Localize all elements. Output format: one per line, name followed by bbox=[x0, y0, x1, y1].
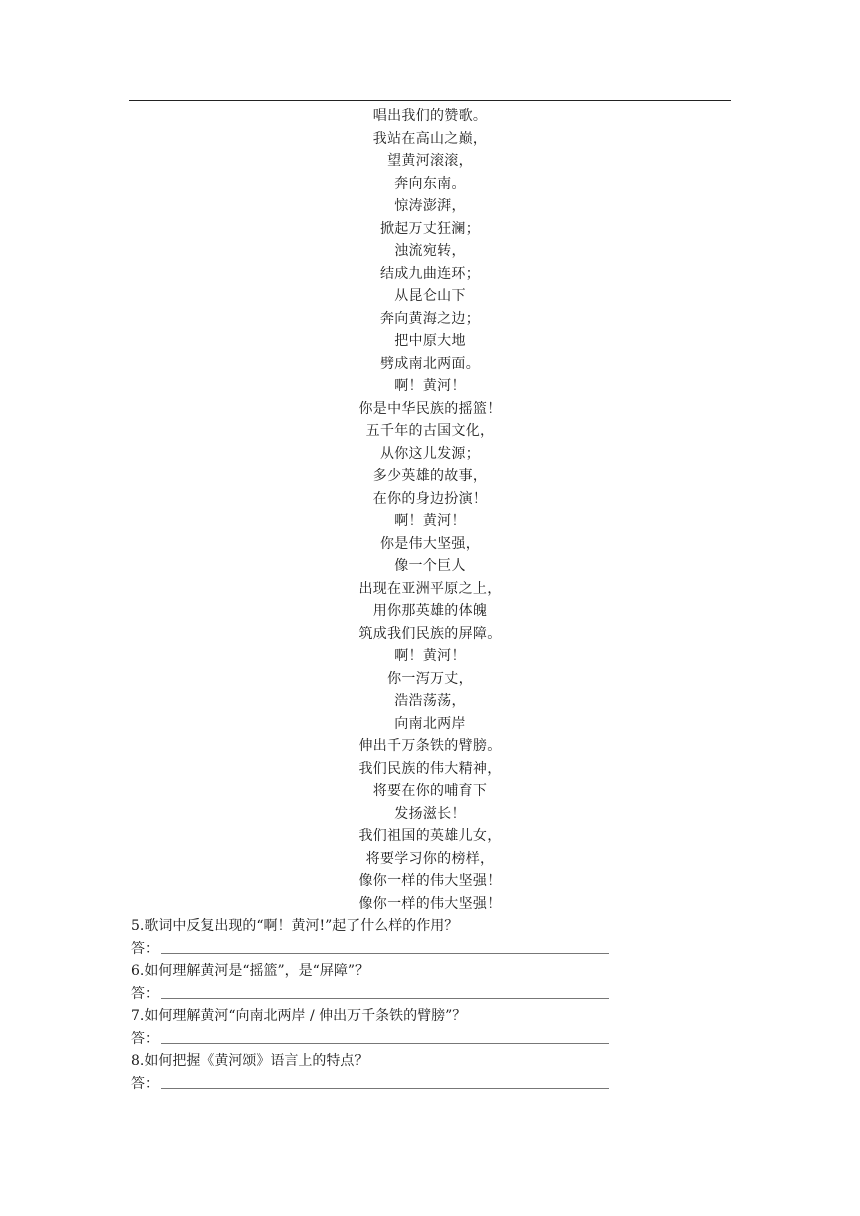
poem-line: 像你一样的伟大坚强！ bbox=[358, 873, 502, 889]
answer-blank-line[interactable] bbox=[161, 998, 609, 999]
question-section bbox=[131, 915, 691, 1095]
poem-line: 唱出我们的赞歌。 bbox=[372, 108, 488, 124]
poem-line: 将要学习你的榜样， bbox=[365, 850, 495, 867]
answer-row bbox=[131, 983, 691, 1006]
answer-label: 答： bbox=[131, 985, 159, 1002]
answer-row bbox=[131, 1028, 691, 1051]
poem-line: 啊！黄河！ bbox=[394, 378, 466, 394]
answer-label: 答： bbox=[131, 1075, 159, 1092]
poem-line: 浩浩荡荡， bbox=[394, 693, 466, 709]
poem-line: 将要在你的哺育下 bbox=[372, 783, 488, 799]
answer-blank-line[interactable] bbox=[161, 1043, 609, 1044]
poem-line: 五千年的古国文化， bbox=[365, 423, 495, 439]
poem-line: 啊！黄河！ bbox=[394, 648, 466, 664]
poem-line: 发扬滋长！ bbox=[394, 805, 466, 822]
poem-line: 望黄河滚滚， bbox=[387, 153, 473, 169]
poem-line: 结成九曲连环； bbox=[379, 265, 481, 282]
poem-line: 啊！黄河！ bbox=[394, 513, 466, 529]
answer-label: 答： bbox=[131, 1030, 159, 1047]
poem-line: 像你一样的伟大坚强！ bbox=[358, 895, 502, 912]
poem-line: 从你这儿发源； bbox=[379, 445, 481, 462]
poem-line: 用你那英雄的体魄 bbox=[372, 603, 488, 619]
question-text: 6.如何理解黄河是“摇篮”，是“屏障”？ bbox=[131, 963, 369, 979]
poem-line: 奔向黄海之边； bbox=[379, 310, 481, 327]
poem-line: 像一个巨人 bbox=[394, 558, 466, 574]
poem-line: 把中原大地 bbox=[394, 333, 466, 349]
poem-line: 伸出千万条铁的臂膀。 bbox=[358, 738, 502, 754]
poem-line: 我们祖国的英雄儿女， bbox=[358, 828, 502, 844]
poem-line: 筑成我们民族的屏障。 bbox=[358, 625, 502, 642]
answer-row bbox=[131, 1073, 691, 1096]
poem-line: 你是中华民族的摇篮！ bbox=[358, 400, 502, 417]
answer-blank-line[interactable] bbox=[161, 953, 609, 954]
poem-line: 浊流宛转， bbox=[394, 243, 466, 259]
poem-text bbox=[129, 105, 731, 915]
poem-line: 向南北两岸 bbox=[394, 715, 466, 732]
question-text: 5.歌词中反复出现的“啊！黄河!”起了什么样的作用？ bbox=[131, 918, 459, 934]
poem-line: 掀起万丈狂澜； bbox=[379, 220, 481, 237]
poem-line: 奔向东南。 bbox=[394, 175, 466, 192]
answer-label: 答： bbox=[131, 940, 159, 957]
poem-line: 惊涛澎湃， bbox=[394, 198, 466, 214]
poem-line: 劈成南北两面。 bbox=[379, 355, 481, 372]
poem-line: 多少英雄的故事， bbox=[372, 468, 488, 484]
poem-line: 你一泻万丈， bbox=[387, 670, 473, 687]
poem-line: 我站在高山之巅， bbox=[372, 130, 488, 147]
poem-line: 在你的身边扮演！ bbox=[372, 490, 488, 507]
question-text: 8.如何把握《黄河颂》语言上的特点？ bbox=[131, 1053, 369, 1069]
question-text: 7.如何理解黄河“向南北两岸 / 伸出万千条铁的臂膀”？ bbox=[131, 1008, 467, 1024]
answer-blank-line[interactable] bbox=[161, 1088, 609, 1089]
poem-line: 我们民族的伟大精神， bbox=[358, 760, 502, 777]
header-rule bbox=[129, 100, 731, 101]
poem-line: 从昆仑山下 bbox=[394, 288, 466, 304]
poem-line: 出现在亚洲平原之上， bbox=[358, 580, 502, 597]
answer-row bbox=[131, 938, 691, 961]
poem-line: 你是伟大坚强， bbox=[379, 535, 481, 552]
